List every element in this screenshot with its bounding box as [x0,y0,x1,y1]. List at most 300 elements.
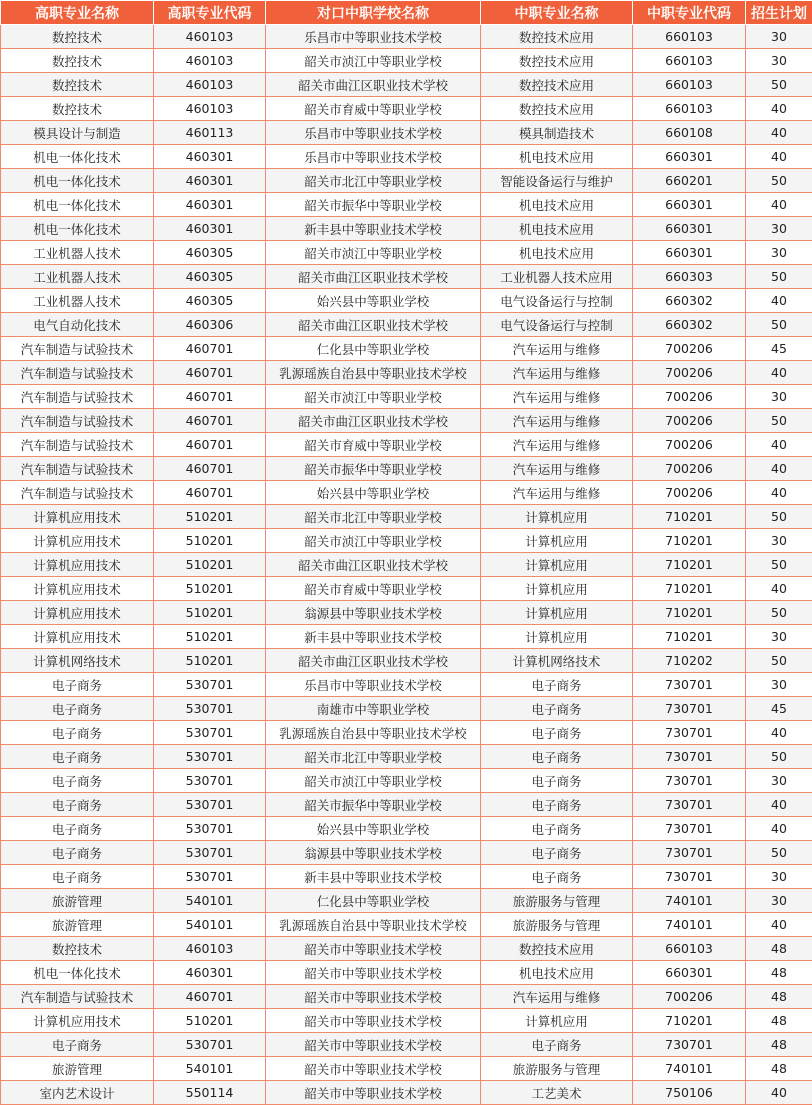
secondary-major-name-cell: 工艺美术 [481,1081,633,1105]
school-name-cell: 始兴县中等职业学校 [266,289,481,313]
school-name-cell: 韶关市北江中等职业学校 [266,169,481,193]
secondary-major-code-cell: 700206 [633,409,746,433]
higher-major-name-cell: 旅游管理 [1,889,154,913]
higher-major-name-cell: 电子商务 [1,769,154,793]
higher-major-code-cell: 460103 [154,49,266,73]
enrollment-plan-cell: 50 [746,505,812,529]
secondary-major-code-cell: 660103 [633,937,746,961]
table-row [1,721,812,745]
enrollment-plan-cell: 40 [746,913,812,937]
school-name-cell: 始兴县中等职业学校 [266,817,481,841]
school-name-cell: 韶关市曲江区职业技术学校 [266,313,481,337]
enrollment-plan-cell: 40 [746,793,812,817]
secondary-major-name-cell: 汽车运用与维修 [481,337,633,361]
higher-major-code-cell: 460306 [154,313,266,337]
higher-major-code-cell: 460301 [154,169,266,193]
table-row [1,433,812,457]
table-row [1,505,812,529]
secondary-major-name-cell: 数控技术应用 [481,73,633,97]
higher-major-code-cell: 460301 [154,193,266,217]
higher-major-code-cell: 530701 [154,793,266,817]
enrollment-plan-cell: 50 [746,73,812,97]
enrollment-plan-cell: 50 [746,553,812,577]
secondary-major-code-cell: 700206 [633,361,746,385]
higher-major-code-cell: 460301 [154,217,266,241]
secondary-major-name-cell: 智能设备运行与维护 [481,169,633,193]
higher-major-code-cell: 460305 [154,241,266,265]
higher-major-name-cell: 机电一体化技术 [1,145,154,169]
header-higher-major-name: 高职专业名称 [1,1,154,25]
table-row [1,625,812,649]
school-name-cell: 南雄市中等职业学校 [266,697,481,721]
higher-major-code-cell: 530701 [154,841,266,865]
secondary-major-code-cell: 710201 [633,553,746,577]
secondary-major-name-cell: 数控技术应用 [481,49,633,73]
secondary-major-name-cell: 电子商务 [481,793,633,817]
higher-major-code-cell: 460701 [154,985,266,1009]
higher-major-name-cell: 计算机应用技术 [1,529,154,553]
table-row [1,385,812,409]
enrollment-plan-cell: 40 [746,193,812,217]
secondary-major-name-cell: 电子商务 [481,1033,633,1057]
school-name-cell: 韶关市北江中等职业学校 [266,505,481,529]
enrollment-plan-cell: 30 [746,769,812,793]
school-name-cell: 韶关市中等职业技术学校 [266,961,481,985]
secondary-major-name-cell: 汽车运用与维修 [481,409,633,433]
secondary-major-code-cell: 710201 [633,625,746,649]
higher-major-code-cell: 510201 [154,601,266,625]
higher-major-name-cell: 计算机应用技术 [1,505,154,529]
higher-major-code-cell: 510201 [154,577,266,601]
enrollment-plan-cell: 48 [746,961,812,985]
higher-major-name-cell: 机电一体化技术 [1,193,154,217]
school-name-cell: 韶关市中等职业技术学校 [266,985,481,1009]
secondary-major-code-cell: 660301 [633,241,746,265]
enrollment-plan-cell: 50 [746,841,812,865]
higher-major-code-cell: 460701 [154,385,266,409]
higher-major-code-cell: 540101 [154,889,266,913]
table-row [1,145,812,169]
secondary-major-name-cell: 计算机网络技术 [481,649,633,673]
higher-major-name-cell: 计算机应用技术 [1,553,154,577]
enrollment-plan-cell: 40 [746,481,812,505]
higher-major-name-cell: 旅游管理 [1,913,154,937]
enrollment-plan-cell: 48 [746,1009,812,1033]
higher-major-name-cell: 数控技术 [1,97,154,121]
table-row [1,193,812,217]
school-name-cell: 乐昌市中等职业技术学校 [266,673,481,697]
higher-major-code-cell: 510201 [154,1009,266,1033]
secondary-major-name-cell: 机电技术应用 [481,193,633,217]
higher-major-code-cell: 510201 [154,649,266,673]
school-name-cell: 韶关市中等职业技术学校 [266,1009,481,1033]
higher-major-name-cell: 电气自动化技术 [1,313,154,337]
secondary-major-name-cell: 计算机应用 [481,577,633,601]
secondary-major-code-cell: 730701 [633,1033,746,1057]
secondary-major-name-cell: 电子商务 [481,721,633,745]
secondary-major-code-cell: 660103 [633,25,746,49]
school-name-cell: 韶关市中等职业技术学校 [266,1033,481,1057]
secondary-major-code-cell: 660301 [633,961,746,985]
school-name-cell: 翁源县中等职业技术学校 [266,601,481,625]
table-row [1,913,812,937]
school-name-cell: 韶关市曲江区职业技术学校 [266,649,481,673]
enrollment-plan-cell: 30 [746,889,812,913]
higher-major-name-cell: 数控技术 [1,937,154,961]
school-name-cell: 韶关市曲江区职业技术学校 [266,553,481,577]
table-row [1,241,812,265]
secondary-major-name-cell: 工业机器人技术应用 [481,265,633,289]
higher-major-name-cell: 汽车制造与试验技术 [1,385,154,409]
table-row [1,817,812,841]
higher-major-code-cell: 550114 [154,1081,266,1105]
higher-major-name-cell: 工业机器人技术 [1,289,154,313]
higher-major-name-cell: 汽车制造与试验技术 [1,337,154,361]
enrollment-plan-cell: 48 [746,1033,812,1057]
enrollment-plan-cell: 40 [746,121,812,145]
header-row [1,1,812,25]
school-name-cell: 韶关市浈江中等职业学校 [266,529,481,553]
table-row [1,985,812,1009]
enrollment-plan-cell: 50 [746,265,812,289]
school-name-cell: 新丰县中等职业技术学校 [266,625,481,649]
table-row [1,25,812,49]
table-row [1,1009,812,1033]
enrollment-plan-cell: 50 [746,409,812,433]
school-name-cell: 韶关市浈江中等职业学校 [266,769,481,793]
higher-major-name-cell: 旅游管理 [1,1057,154,1081]
secondary-major-name-cell: 汽车运用与维修 [481,985,633,1009]
higher-major-name-cell: 机电一体化技术 [1,961,154,985]
enrollment-plan-cell: 50 [746,169,812,193]
higher-major-name-cell: 计算机应用技术 [1,577,154,601]
secondary-major-code-cell: 750106 [633,1081,746,1105]
secondary-major-code-cell: 740101 [633,913,746,937]
secondary-major-code-cell: 660201 [633,169,746,193]
table-row [1,49,812,73]
table-row [1,793,812,817]
secondary-major-name-cell: 电气设备运行与控制 [481,313,633,337]
secondary-major-code-cell: 730701 [633,817,746,841]
secondary-major-code-cell: 710202 [633,649,746,673]
secondary-major-name-cell: 计算机应用 [481,1009,633,1033]
secondary-major-code-cell: 660302 [633,289,746,313]
secondary-major-name-cell: 汽车运用与维修 [481,385,633,409]
header-secondary-school-name: 对口中职学校名称 [266,1,481,25]
secondary-major-name-cell: 计算机应用 [481,625,633,649]
higher-major-code-cell: 530701 [154,697,266,721]
table-row [1,937,812,961]
secondary-major-name-cell: 电子商务 [481,673,633,697]
header-enrollment-plan: 招生计划 [746,1,812,25]
school-name-cell: 韶关市曲江区职业技术学校 [266,265,481,289]
table-row [1,769,812,793]
table-row [1,601,812,625]
higher-major-code-cell: 540101 [154,1057,266,1081]
table-row [1,481,812,505]
enrollment-plan-cell: 30 [746,625,812,649]
enrollment-plan-cell: 30 [746,865,812,889]
higher-major-code-cell: 510201 [154,529,266,553]
enrollment-plan-cell: 30 [746,217,812,241]
secondary-major-name-cell: 旅游服务与管理 [481,1057,633,1081]
higher-major-code-cell: 460701 [154,457,266,481]
enrollment-plan-cell: 40 [746,577,812,601]
higher-major-code-cell: 540101 [154,913,266,937]
higher-major-name-cell: 数控技术 [1,25,154,49]
school-name-cell: 韶关市曲江区职业技术学校 [266,409,481,433]
higher-major-code-cell: 530701 [154,865,266,889]
table-row [1,553,812,577]
higher-major-code-cell: 460305 [154,289,266,313]
secondary-major-name-cell: 数控技术应用 [481,25,633,49]
higher-major-name-cell: 模具设计与制造 [1,121,154,145]
higher-major-name-cell: 电子商务 [1,745,154,769]
secondary-major-code-cell: 710201 [633,505,746,529]
secondary-major-name-cell: 机电技术应用 [481,961,633,985]
enrollment-plan-cell: 40 [746,1081,812,1105]
higher-major-name-cell: 汽车制造与试验技术 [1,985,154,1009]
secondary-major-code-cell: 710201 [633,529,746,553]
secondary-major-code-cell: 740101 [633,889,746,913]
table-row [1,745,812,769]
enrollment-plan-cell: 50 [746,601,812,625]
table-row [1,577,812,601]
higher-major-code-cell: 460103 [154,97,266,121]
secondary-major-name-cell: 电子商务 [481,865,633,889]
higher-major-name-cell: 室内艺术设计 [1,1081,154,1105]
table-row [1,97,812,121]
table-row [1,217,812,241]
secondary-major-code-cell: 710201 [633,601,746,625]
school-name-cell: 乐昌市中等职业技术学校 [266,121,481,145]
school-name-cell: 韶关市振华中等职业学校 [266,457,481,481]
higher-major-name-cell: 汽车制造与试验技术 [1,457,154,481]
table-body [1,25,812,1105]
school-name-cell: 韶关市浈江中等职业学校 [266,385,481,409]
secondary-major-name-cell: 汽车运用与维修 [481,433,633,457]
higher-major-name-cell: 汽车制造与试验技术 [1,433,154,457]
table-row [1,889,812,913]
enrollment-plan-cell: 50 [746,313,812,337]
school-name-cell: 乳源瑶族自治县中等职业技术学校 [266,721,481,745]
header-higher-major-code: 高职专业代码 [154,1,266,25]
table-row [1,169,812,193]
higher-major-name-cell: 数控技术 [1,49,154,73]
higher-major-name-cell: 计算机应用技术 [1,1009,154,1033]
secondary-major-code-cell: 730701 [633,697,746,721]
higher-major-name-cell: 计算机网络技术 [1,649,154,673]
table-row [1,961,812,985]
secondary-major-code-cell: 660103 [633,97,746,121]
school-name-cell: 韶关市中等职业技术学校 [266,1057,481,1081]
table-row [1,1081,812,1105]
school-name-cell: 韶关市振华中等职业学校 [266,193,481,217]
school-name-cell: 韶关市育威中等职业学校 [266,577,481,601]
secondary-major-name-cell: 机电技术应用 [481,241,633,265]
secondary-major-code-cell: 730701 [633,793,746,817]
higher-major-name-cell: 计算机应用技术 [1,625,154,649]
higher-major-name-cell: 电子商务 [1,697,154,721]
secondary-major-code-cell: 700206 [633,433,746,457]
secondary-major-name-cell: 电气设备运行与控制 [481,289,633,313]
school-name-cell: 韶关市曲江区职业技术学校 [266,73,481,97]
secondary-major-name-cell: 电子商务 [481,841,633,865]
higher-major-code-cell: 530701 [154,769,266,793]
school-name-cell: 仁化县中等职业学校 [266,337,481,361]
higher-major-code-cell: 530701 [154,673,266,697]
higher-major-name-cell: 电子商务 [1,817,154,841]
enrollment-plan-cell: 45 [746,697,812,721]
higher-major-code-cell: 460701 [154,433,266,457]
higher-major-code-cell: 530701 [154,745,266,769]
school-name-cell: 乳源瑶族自治县中等职业技术学校 [266,361,481,385]
table-row [1,673,812,697]
higher-major-code-cell: 460113 [154,121,266,145]
higher-major-name-cell: 工业机器人技术 [1,265,154,289]
higher-major-code-cell: 460701 [154,481,266,505]
higher-major-name-cell: 工业机器人技术 [1,241,154,265]
enrollment-plan-cell: 40 [746,721,812,745]
school-name-cell: 新丰县中等职业技术学校 [266,217,481,241]
secondary-major-code-cell: 660108 [633,121,746,145]
enrollment-plan-cell: 30 [746,49,812,73]
table-row [1,865,812,889]
higher-major-code-cell: 460701 [154,337,266,361]
secondary-major-name-cell: 电子商务 [481,817,633,841]
table-row [1,457,812,481]
secondary-major-code-cell: 660303 [633,265,746,289]
higher-major-name-cell: 机电一体化技术 [1,217,154,241]
secondary-major-code-cell: 660302 [633,313,746,337]
school-name-cell: 乐昌市中等职业技术学校 [266,25,481,49]
school-name-cell: 新丰县中等职业技术学校 [266,865,481,889]
enrollment-plan-cell: 40 [746,457,812,481]
header-secondary-major-name: 中职专业名称 [481,1,633,25]
secondary-major-code-cell: 710201 [633,1009,746,1033]
enrollment-plan-cell: 48 [746,985,812,1009]
higher-major-name-cell: 汽车制造与试验技术 [1,409,154,433]
higher-major-code-cell: 530701 [154,1033,266,1057]
secondary-major-code-cell: 660301 [633,145,746,169]
higher-major-code-cell: 460305 [154,265,266,289]
secondary-major-code-cell: 700206 [633,385,746,409]
secondary-major-name-cell: 电子商务 [481,769,633,793]
higher-major-code-cell: 530701 [154,817,266,841]
table-row [1,529,812,553]
school-name-cell: 韶关市中等职业技术学校 [266,937,481,961]
secondary-major-name-cell: 计算机应用 [481,505,633,529]
school-name-cell: 乳源瑶族自治县中等职业技术学校 [266,913,481,937]
higher-major-code-cell: 510201 [154,505,266,529]
table-row [1,289,812,313]
higher-major-name-cell: 电子商务 [1,793,154,817]
school-name-cell: 翁源县中等职业技术学校 [266,841,481,865]
secondary-major-name-cell: 计算机应用 [481,553,633,577]
higher-major-name-cell: 汽车制造与试验技术 [1,361,154,385]
table-row [1,697,812,721]
school-name-cell: 始兴县中等职业学校 [266,481,481,505]
secondary-major-code-cell: 660301 [633,193,746,217]
higher-major-name-cell: 电子商务 [1,841,154,865]
enrollment-plan-cell: 30 [746,385,812,409]
higher-major-code-cell: 460301 [154,145,266,169]
secondary-major-code-cell: 730701 [633,745,746,769]
secondary-major-code-cell: 700206 [633,337,746,361]
higher-major-code-cell: 460103 [154,937,266,961]
enrollment-plan-cell: 50 [746,745,812,769]
secondary-major-name-cell: 数控技术应用 [481,97,633,121]
enrollment-plan-cell: 30 [746,529,812,553]
secondary-major-name-cell: 旅游服务与管理 [481,913,633,937]
enrollment-plan-cell: 40 [746,433,812,457]
higher-major-code-cell: 460301 [154,961,266,985]
table-row [1,1057,812,1081]
enrollment-plan-cell: 40 [746,97,812,121]
secondary-major-name-cell: 汽车运用与维修 [481,481,633,505]
secondary-major-code-cell: 730701 [633,721,746,745]
school-name-cell: 韶关市育威中等职业学校 [266,433,481,457]
enrollment-plan-cell: 40 [746,145,812,169]
secondary-major-name-cell: 数控技术应用 [481,937,633,961]
enrollment-plan-cell: 30 [746,673,812,697]
secondary-major-code-cell: 710201 [633,577,746,601]
header-secondary-major-code: 中职专业代码 [633,1,746,25]
enrollment-plan-cell: 40 [746,817,812,841]
table-row [1,409,812,433]
secondary-major-name-cell: 电子商务 [481,697,633,721]
table-row [1,1033,812,1057]
secondary-major-code-cell: 660301 [633,217,746,241]
higher-major-name-cell: 数控技术 [1,73,154,97]
higher-major-name-cell: 电子商务 [1,673,154,697]
secondary-major-code-cell: 660103 [633,73,746,97]
school-name-cell: 韶关市育威中等职业学校 [266,97,481,121]
secondary-major-code-cell: 730701 [633,841,746,865]
secondary-major-name-cell: 计算机应用 [481,529,633,553]
school-name-cell: 仁化县中等职业学校 [266,889,481,913]
secondary-major-code-cell: 730701 [633,865,746,889]
table-row [1,265,812,289]
table-row [1,73,812,97]
higher-major-code-cell: 530701 [154,721,266,745]
higher-major-name-cell: 机电一体化技术 [1,169,154,193]
table-row [1,337,812,361]
secondary-major-code-cell: 700206 [633,457,746,481]
secondary-major-name-cell: 旅游服务与管理 [481,889,633,913]
table-row [1,841,812,865]
higher-major-name-cell: 电子商务 [1,721,154,745]
school-name-cell: 韶关市中等职业技术学校 [266,1081,481,1105]
enrollment-plan-cell: 48 [746,937,812,961]
secondary-major-name-cell: 电子商务 [481,745,633,769]
secondary-major-name-cell: 汽车运用与维修 [481,457,633,481]
enrollment-plan-cell: 30 [746,241,812,265]
school-name-cell: 韶关市北江中等职业学校 [266,745,481,769]
enrollment-plan-cell: 50 [746,649,812,673]
secondary-major-name-cell: 机电技术应用 [481,217,633,241]
higher-major-name-cell: 计算机应用技术 [1,601,154,625]
higher-major-code-cell: 460701 [154,361,266,385]
school-name-cell: 乐昌市中等职业技术学校 [266,145,481,169]
table-row [1,313,812,337]
enrollment-plan-cell: 30 [746,25,812,49]
higher-major-name-cell: 电子商务 [1,865,154,889]
enrollment-plan-cell: 48 [746,1057,812,1081]
higher-major-code-cell: 460701 [154,409,266,433]
secondary-major-code-cell: 730701 [633,769,746,793]
table-row [1,649,812,673]
